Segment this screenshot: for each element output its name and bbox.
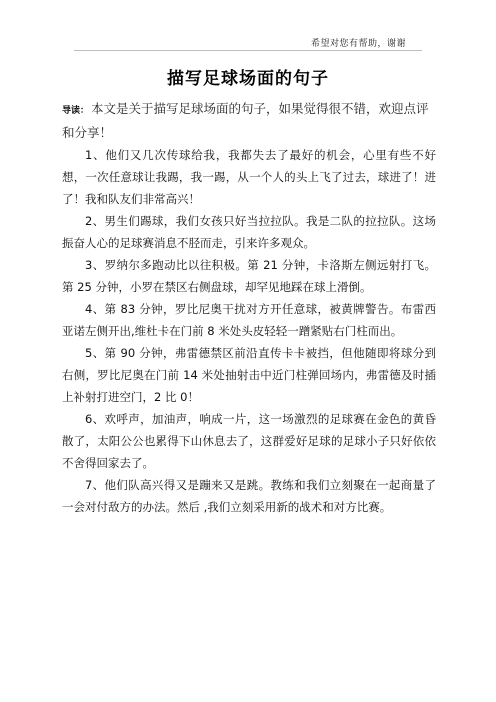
intro-text: 本文是关于描写足球场面的句子，如果觉得很不错，欢迎点评和分享！: [62, 101, 429, 140]
paragraph-1: 1、他们又几次传球给我，我都失去了最好的机会，心里有些不好想，一次任意球让我踢，我一踢，从一个人的头上飞了过去，球进了！进了！我和队友们非常高兴！: [62, 148, 436, 206]
page-title: 描写足球场面的句子: [167, 69, 329, 89]
document-body: [62, 98, 436, 518]
intro-label: 导读：: [62, 106, 90, 116]
paragraph-5: 5、第 90 分钟，弗雷德禁区前沿直传卡卡被挡，但他随即将球分到右侧，罗比尼奥在门前 14 米处抽射击中近门柱弹回场内，弗雷德及时插上补射打进空门，2 比 0！: [62, 346, 436, 404]
header-divider: [74, 50, 422, 51]
paragraph-6: 6、欢呼声，加油声，响成一片，这一场激烈的足球赛在金色的黄昏散了，太阳公公也累得下山休息去了，这群爱好足球的足球小子只好依依不舍得回家去了。: [62, 412, 436, 470]
intro-paragraph: [62, 98, 436, 144]
paragraph-7: 7、他们队高兴得又是蹦来又是跳。教练和我们立刻聚在一起商量了一会对付敌方的办法。然后 ,我们立刻采用新的战术和对方比赛。: [62, 478, 436, 514]
paragraph-3: 3、罗纳尔多跑动比以往积极。第 21 分钟，卡洛斯左侧远射打飞。第 25 分钟，小罗在禁区右侧盘球，却罕见地踩在球上滑倒。: [62, 258, 436, 294]
paragraph-2: 2、男生们踢球，我们女孩只好当拉拉队。我是二队的拉拉队。这场振奋人心的足球赛消息不胫而走，引来许多观众。: [62, 214, 436, 250]
header-note: 希望对您有帮助，谢谢: [310, 39, 406, 49]
paragraph-4: 4、第 83 分钟，罗比尼奥干扰对方开任意球，被黄牌警告。布雷西亚诺左侧开出,维杜卡在门前 8 米处头皮轻轻一蹭紧贴右门柱而出。: [62, 302, 436, 338]
